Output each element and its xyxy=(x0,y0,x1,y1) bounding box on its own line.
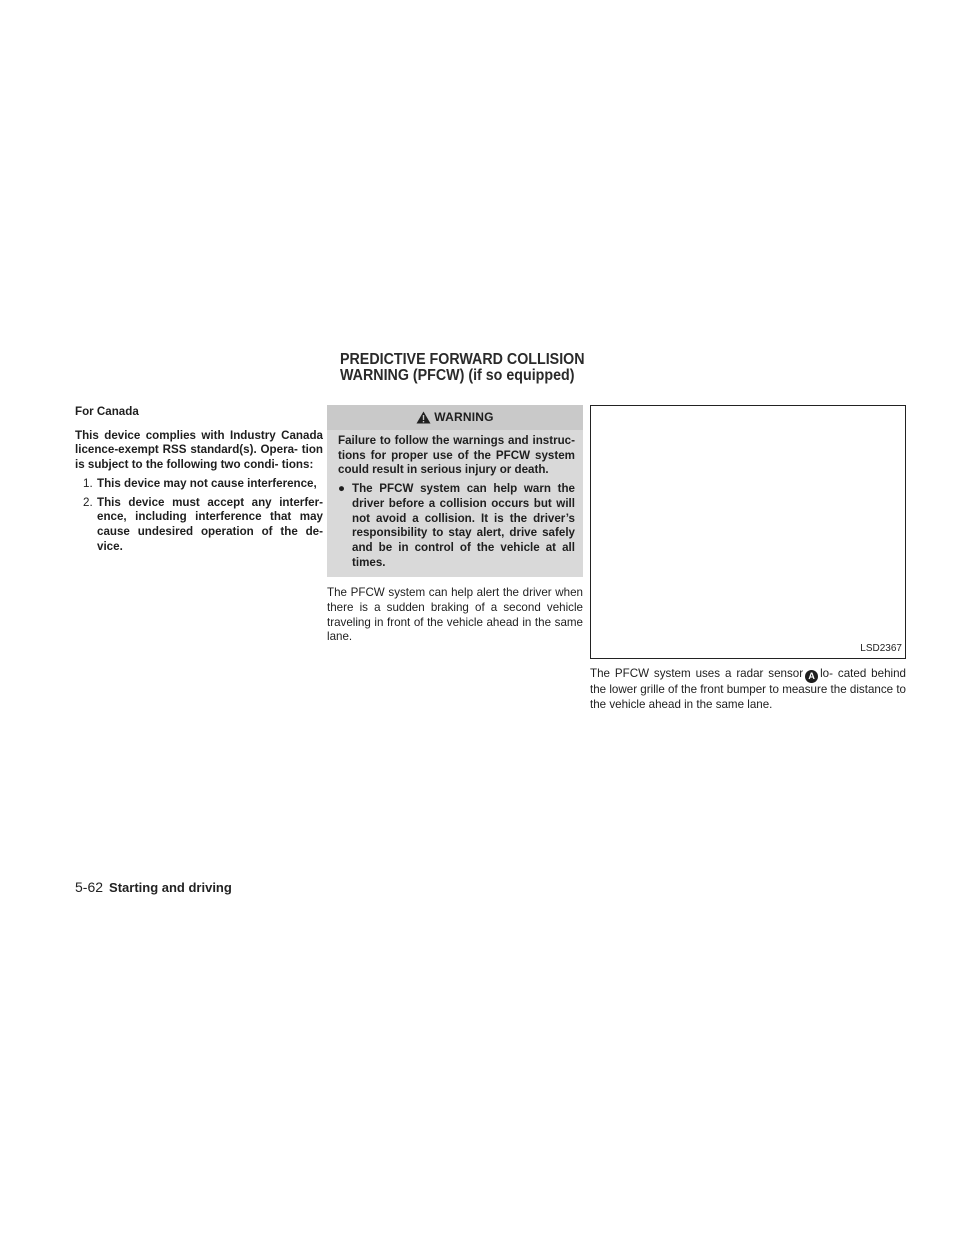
condition-item xyxy=(75,496,323,555)
chapter-name: Starting and driving xyxy=(109,880,232,895)
warning-header xyxy=(327,405,583,430)
canada-heading: For Canada xyxy=(75,405,139,418)
condition-item xyxy=(75,477,323,492)
page-number: 5-62 xyxy=(75,879,104,895)
warning-label: WARNING xyxy=(434,410,494,425)
warning-triangle-icon xyxy=(416,411,431,424)
column-figure xyxy=(590,405,906,712)
column-warning xyxy=(327,405,583,645)
conditions-list xyxy=(75,477,323,555)
section-title-line-1: PREDICTIVE FORWARD COLLISION xyxy=(340,351,585,368)
section-title-line-2: WARNING (PFCW) (if so equipped) xyxy=(340,367,575,384)
condition-number: 1. xyxy=(83,476,93,490)
warning-item-text: The PFCW system can help warn the driver before a collision occurs but will not avoid a collision. It is the driver’s responsibility to stay alert, drive safely and be in control of the vehicle at all times. xyxy=(352,482,575,569)
warning-item xyxy=(338,482,575,570)
intro-paragraph: The PFCW system can help alert the driver when there is a sudden braking of a second vehicle traveling in front of the vehicle ahead in the same lane. xyxy=(327,586,583,644)
page-footer xyxy=(75,879,232,895)
figure-frame xyxy=(590,405,906,659)
condition-number: 2. xyxy=(83,495,93,509)
column-canada xyxy=(75,405,323,554)
sensor-text-before: The PFCW system uses a radar sensor xyxy=(590,667,804,680)
sensor-paragraph xyxy=(590,667,906,712)
condition-text: This device may not cause interference, xyxy=(97,476,317,490)
figure-label: LSD2367 xyxy=(860,643,902,655)
warning-box xyxy=(327,405,583,577)
warning-text: Failure to follow the warnings and instruc- tions for proper use of the PFCW system could result in serious injury or death. xyxy=(338,434,575,477)
canada-paragraph: This device complies with Industry Canada licence-exempt RSS standard(s). Opera- tion is subject to the following two condi- tions: xyxy=(75,428,323,472)
bullet-icon: ● xyxy=(338,482,346,496)
section-title xyxy=(340,352,634,384)
sensor-text-after: lo- cated behind the lower grille of the front bumper to measure the distance to the vehicle ahead in the same lane. xyxy=(590,667,906,711)
marker-a-icon: A xyxy=(805,670,818,683)
condition-text: This device must accept any interfer- ence, including interference that may cause undesired operation of the de- vice. xyxy=(97,495,323,553)
warning-list xyxy=(327,482,583,570)
